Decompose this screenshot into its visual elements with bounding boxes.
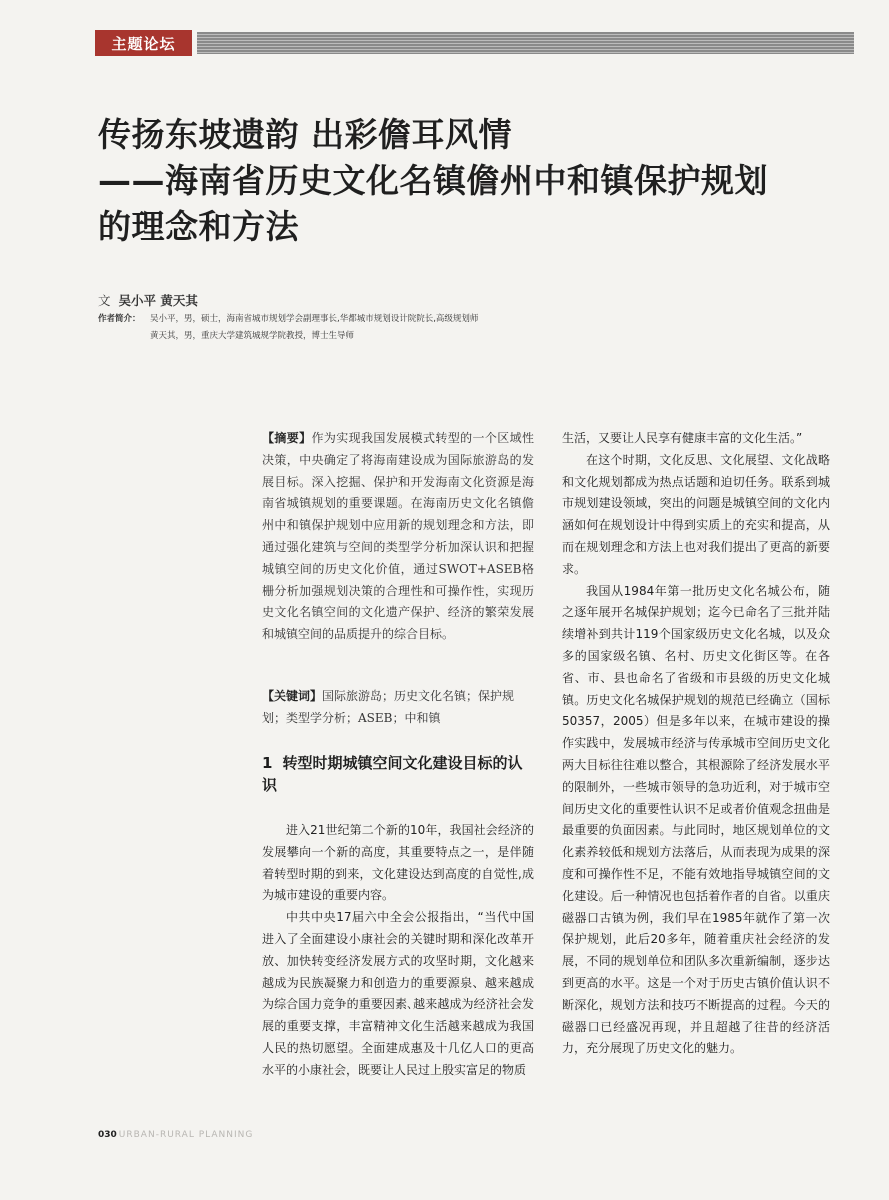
- title-line-2: ——海南省历史文化名镇儋州中和镇保护规划: [98, 161, 768, 200]
- author-bio: [98, 311, 478, 345]
- body-paragraph-continued: 生活，又要让人民享有健康丰富的文化生活。”: [562, 431, 803, 445]
- byline-authors: 吴小平 黄天其: [118, 293, 198, 308]
- body-column-left: [262, 820, 534, 1082]
- article-title: [98, 112, 858, 250]
- header-rule: [197, 32, 854, 54]
- bio-line-2: 黄天其，男，重庆大学建筑城规学院教授，博士生导师: [150, 331, 355, 341]
- body-column-right: [562, 428, 830, 1060]
- body-paragraph: 在这个时期，文化反思、文化展望、文化战略和文化规划都成为热点话题和迫切任务。联系到城市规划建设领域，突出的问题是城镇空间的文化内涵如何在规划设计中得到实质上的充实和提高，从而在规划理念和方法上也对我们提出了更高的新要求。: [562, 452, 830, 576]
- abstract: [262, 428, 534, 646]
- page-number: 030: [98, 1130, 117, 1140]
- body-paragraph: 进入21世纪第二个新的10年，我国社会经济的发展攀向一个新的高度，其重要特点之一，是伴随着转型时期的到来，文化建设达到高度的自觉性,成为城市建设的重要内容。: [262, 823, 534, 903]
- keywords: [262, 686, 534, 730]
- abstract-text: 作为实现我国发展模式转型的一个区域性决策，中央确定了将海南建设成为国际旅游岛的发展目标。深入挖掘、保护和开发海南文化资源是海南省城镇规划的重要课题。在海南历史文化名镇儋州中和镇保护规划中应用新的规划理念和方法，即通过强化建筑与空间的类型学分析加深认识和把握城镇空间的历史文化价值，通过SWOT+ASEB格栅分析加强规划决策的合理性和可操作性，实现历史文化名镇空间的文化遗产保护、经济的繁荣发展和城镇空间的品质提升的综合目标。: [262, 431, 534, 642]
- byline: [98, 291, 198, 309]
- journal-name: URBAN-RURAL PLANNING: [118, 1130, 254, 1140]
- keywords-text: 国际旅游岛；历史文化名镇；保护规划；类型学分析；ASEB；中和镇: [262, 689, 515, 725]
- bio-line-1: 吴小平，男，硕士，海南省城市规划学会副理事长,华都城市规划设计院院长,高级规划师: [150, 314, 479, 324]
- byline-prefix: 文: [98, 293, 111, 308]
- section-tag: 主题论坛: [95, 30, 192, 56]
- title-line-3: 的理念和方法: [98, 207, 299, 246]
- bio-label: 作者简介：: [98, 314, 141, 324]
- abstract-tag: 【摘要】: [262, 431, 312, 445]
- section-1-title: 转型时期城镇空间文化建设目标的认识: [262, 754, 523, 794]
- section-1-heading: [262, 752, 534, 796]
- keywords-tag: 【关键词】: [262, 689, 323, 703]
- body-paragraph: 中共中央17届六中全会公报指出，“当代中国进入了全面建设小康社会的关键时期和深化改革开放、加快转变经济发展方式的攻坚时期，文化越来越成为民族凝聚力和创造力的重要源泉、越来越成为综合国力竞争的重要因素､越来越成为经济社会发展的重要支撑，丰富精神文化生活越来越成为我国人民的热切愿望。全面建成惠及十几亿人口的更高水平的小康社会，既要让人民过上殷实富足的物质: [262, 910, 534, 1077]
- page-footer: [98, 1130, 253, 1140]
- section-1-number: 1: [262, 754, 273, 772]
- body-paragraph: 我国从1984年第一批历史文化名城公布，随之逐年展开名城保护规划；迄今已命名了三批并陆续增补到共计119个国家级历史文化名城，以及众多的国家级名镇、名村、历史文化街区等。在各省、市、县也命名了省级和市县级的历史文化城镇。历史文化名城保护规划的规范已经确立（国标50357，2005）但是多年以来，在城市建设的操作实践中，发展城市经济与传承城市空间历史文化两大目标往往难以整合，其根源除了经济发展水平的限制外，一些城市领导的急功近利，对于城市空间历史文化的重要性认识不足或者价值观念扭曲是最重要的负面因素。与此同时，地区规划单位的文化素养较低和规划方法落后，从而表现为成果的深度和可操作性不足，不能有效地指导城镇空间的文化建设。后一种情况也包括着作者的自省。以重庆磁器口古镇为例，我们早在1985年就作了第一次保护规划，此后20多年，随着重庆社会经济的发展，不同的规划单位和团队多次重新编制，逐步达到更高的水平。这是一个对于历史古镇价值认识不断深化，规划方法和技巧不断提高的过程。今天的磁器口已经盛况再现，并且超越了往昔的经济活力，充分展现了历史文化的魅力。: [562, 583, 830, 1056]
- title-line-1: 传扬东坡遗韵 出彩儋耳风情: [98, 115, 512, 154]
